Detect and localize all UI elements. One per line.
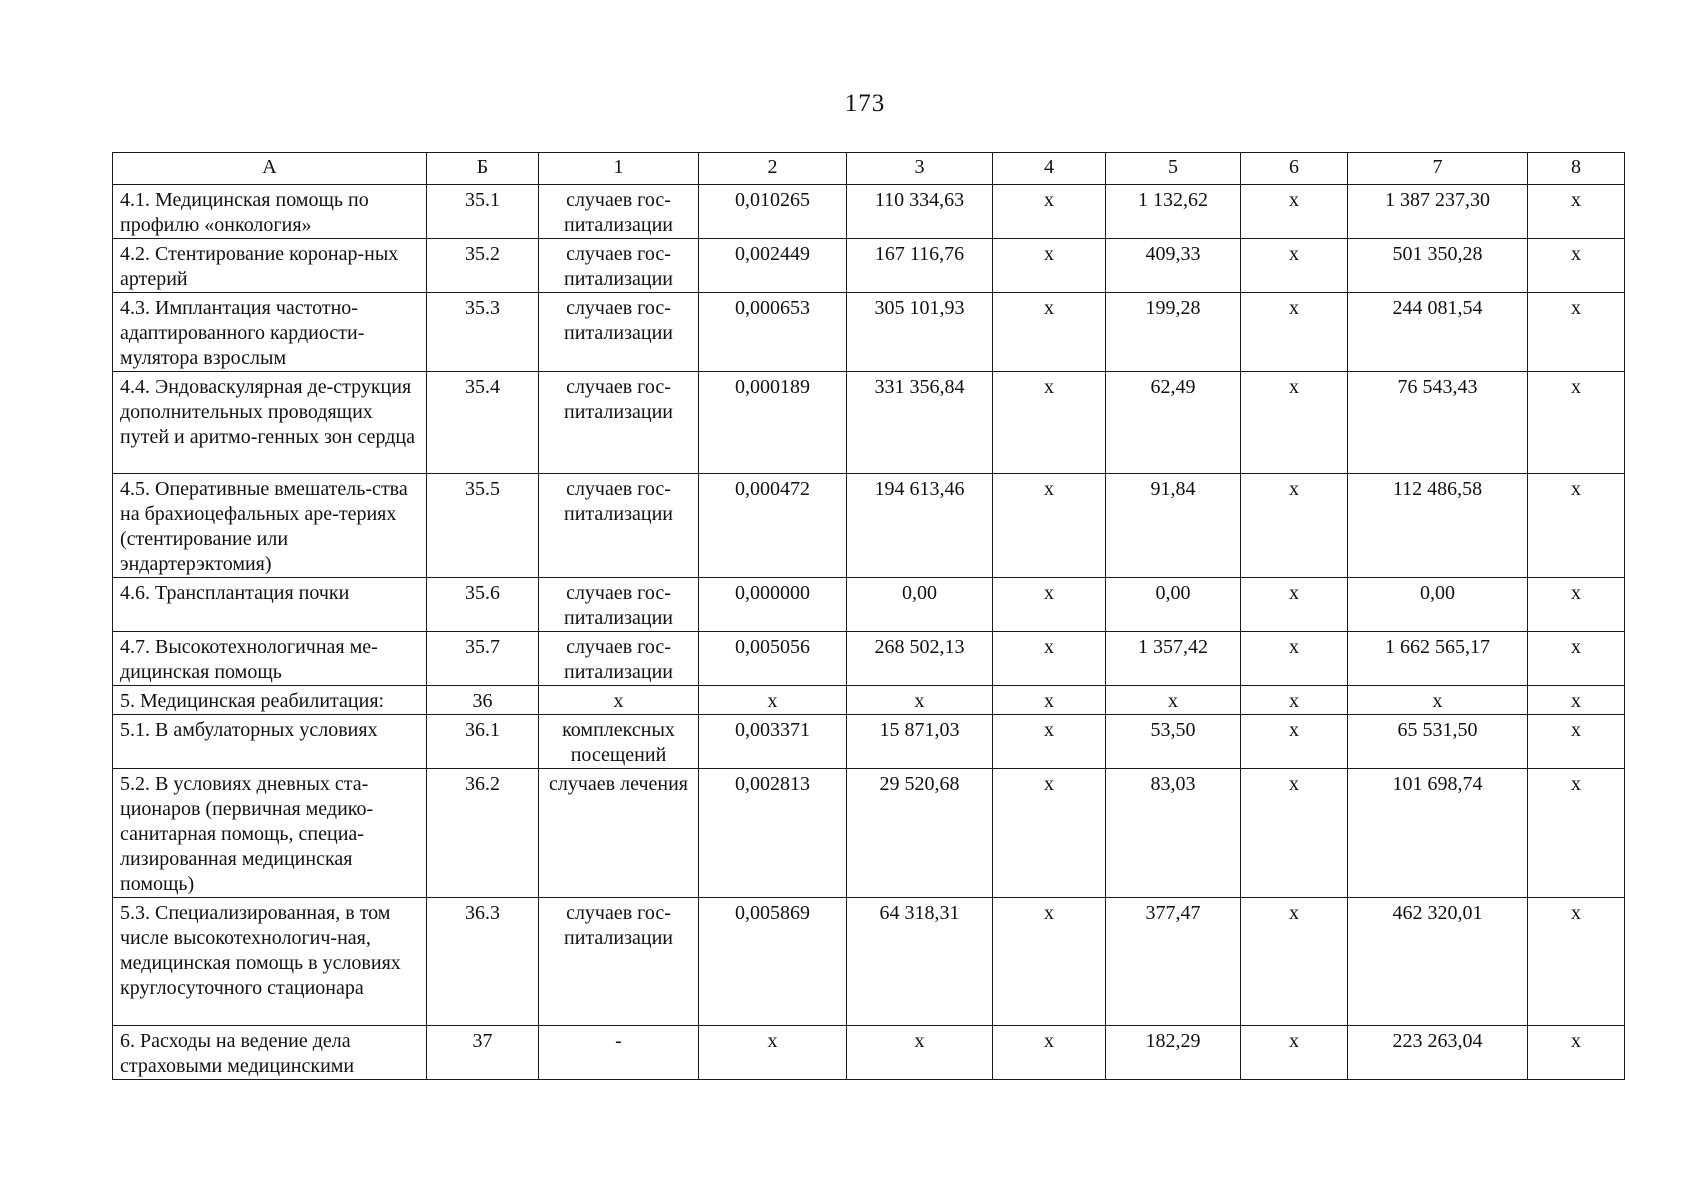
- col8-cell: x: [1528, 715, 1625, 769]
- row-code-cell: 35.6: [427, 578, 539, 632]
- col6-cell: x: [1241, 632, 1348, 686]
- col5-cell: 182,29: [1106, 1026, 1241, 1080]
- col8-cell: x: [1528, 239, 1625, 293]
- col4-cell: x: [993, 898, 1106, 1026]
- col2-cell: x: [699, 686, 847, 715]
- col6-cell: x: [1241, 578, 1348, 632]
- row-code-cell: 37: [427, 1026, 539, 1080]
- col4-cell: x: [993, 185, 1106, 239]
- col5-cell: 377,47: [1106, 898, 1241, 1026]
- row-name-cell: 4.2. Стентирование коронар-ных артерий: [113, 239, 427, 293]
- row-name-cell: 5.2. В условиях дневных ста-ционаров (первичная медико-санитарная помощь, специа-лизированная медицинская помощь): [113, 769, 427, 898]
- col6-cell: x: [1241, 474, 1348, 578]
- col3-cell: 15 871,03: [847, 715, 993, 769]
- col5-cell: 62,49: [1106, 372, 1241, 474]
- row-code-cell: 35.7: [427, 632, 539, 686]
- row-code-cell: 35.4: [427, 372, 539, 474]
- table-row: [113, 898, 1625, 1026]
- table-row: [113, 769, 1625, 898]
- row-code-cell: 35.2: [427, 239, 539, 293]
- col4-cell: x: [993, 474, 1106, 578]
- row-unit-cell: случаев гос-питализации: [539, 898, 699, 1026]
- col3-cell: 110 334,63: [847, 185, 993, 239]
- table-row: [113, 715, 1625, 769]
- row-unit-cell: случаев лечения: [539, 769, 699, 898]
- col5-cell: 0,00: [1106, 578, 1241, 632]
- col7-cell: 223 263,04: [1348, 1026, 1528, 1080]
- column-header: 2: [699, 153, 847, 185]
- row-name-cell: 5.1. В амбулаторных условиях: [113, 715, 427, 769]
- table-row: [113, 185, 1625, 239]
- row-code-cell: 35.3: [427, 293, 539, 372]
- column-header: 4: [993, 153, 1106, 185]
- col3-cell: 331 356,84: [847, 372, 993, 474]
- column-header: 5: [1106, 153, 1241, 185]
- col4-cell: x: [993, 578, 1106, 632]
- column-header: Б: [427, 153, 539, 185]
- table-row: [113, 1026, 1625, 1080]
- row-name-cell: 4.4. Эндоваскулярная де-струкция дополнительных проводящих путей и аритмо-генных зон сердца: [113, 372, 427, 474]
- page-number: 173: [844, 90, 886, 117]
- col5-cell: 409,33: [1106, 239, 1241, 293]
- row-name-cell: 4.3. Имплантация частотно-адаптированного кардиости-мулятора взрослым: [113, 293, 427, 372]
- col4-cell: x: [993, 239, 1106, 293]
- column-header: 1: [539, 153, 699, 185]
- column-header: 3: [847, 153, 993, 185]
- tariff-table: [112, 152, 1625, 1080]
- col6-cell: x: [1241, 715, 1348, 769]
- col2-cell: 0,000000: [699, 578, 847, 632]
- row-name-cell: 6. Расходы на ведение дела страховыми медицинскими: [113, 1026, 427, 1080]
- col8-cell: x: [1528, 1026, 1625, 1080]
- row-name-cell: 4.1. Медицинская помощь по профилю «онкология»: [113, 185, 427, 239]
- column-header: А: [113, 153, 427, 185]
- col4-cell: x: [993, 686, 1106, 715]
- col7-cell: 501 350,28: [1348, 239, 1528, 293]
- col5-cell: 53,50: [1106, 715, 1241, 769]
- col5-cell: 199,28: [1106, 293, 1241, 372]
- col4-cell: x: [993, 632, 1106, 686]
- table-row: [113, 239, 1625, 293]
- col8-cell: x: [1528, 293, 1625, 372]
- col7-cell: 1 662 565,17: [1348, 632, 1528, 686]
- col6-cell: x: [1241, 1026, 1348, 1080]
- row-name-cell: 5. Медицинская реабилитация:: [113, 686, 427, 715]
- col6-cell: x: [1241, 769, 1348, 898]
- row-name-cell: 5.3. Специализированная, в том числе высокотехнологич-ная, медицинская помощь в условиях круглосуточного стационара: [113, 898, 427, 1026]
- col5-cell: 83,03: [1106, 769, 1241, 898]
- row-code-cell: 36.3: [427, 898, 539, 1026]
- row-unit-cell: случаев гос-питализации: [539, 185, 699, 239]
- col7-cell: 76 543,43: [1348, 372, 1528, 474]
- col7-cell: 112 486,58: [1348, 474, 1528, 578]
- col2-cell: 0,005056: [699, 632, 847, 686]
- row-name-cell: 4.5. Оперативные вмешатель-ства на брахиоцефальных аре-териях (стентирование или эндартерэктомия): [113, 474, 427, 578]
- col6-cell: x: [1241, 185, 1348, 239]
- col6-cell: x: [1241, 686, 1348, 715]
- col8-cell: x: [1528, 632, 1625, 686]
- col4-cell: x: [993, 372, 1106, 474]
- col4-cell: x: [993, 715, 1106, 769]
- col7-cell: 0,00: [1348, 578, 1528, 632]
- col3-cell: 167 116,76: [847, 239, 993, 293]
- col8-cell: x: [1528, 898, 1625, 1026]
- col7-cell: 1 387 237,30: [1348, 185, 1528, 239]
- row-unit-cell: случаев гос-питализации: [539, 474, 699, 578]
- row-code-cell: 36.2: [427, 769, 539, 898]
- col2-cell: 0,000653: [699, 293, 847, 372]
- col2-cell: 0,000472: [699, 474, 847, 578]
- col6-cell: x: [1241, 239, 1348, 293]
- col7-cell: 101 698,74: [1348, 769, 1528, 898]
- col3-cell: 0,00: [847, 578, 993, 632]
- col3-cell: 29 520,68: [847, 769, 993, 898]
- col8-cell: x: [1528, 578, 1625, 632]
- row-name-cell: 4.6. Трансплантация почки: [113, 578, 427, 632]
- table-row: [113, 632, 1625, 686]
- row-unit-cell: случаев гос-питализации: [539, 239, 699, 293]
- col7-cell: 462 320,01: [1348, 898, 1528, 1026]
- header-row: [113, 153, 1625, 185]
- row-unit-cell: случаев гос-питализации: [539, 293, 699, 372]
- col2-cell: 0,002449: [699, 239, 847, 293]
- col6-cell: x: [1241, 372, 1348, 474]
- col5-cell: 91,84: [1106, 474, 1241, 578]
- col7-cell: 65 531,50: [1348, 715, 1528, 769]
- table-row: [113, 293, 1625, 372]
- col8-cell: x: [1528, 185, 1625, 239]
- col5-cell: 1 357,42: [1106, 632, 1241, 686]
- row-code-cell: 35.5: [427, 474, 539, 578]
- col3-cell: 268 502,13: [847, 632, 993, 686]
- col4-cell: x: [993, 1026, 1106, 1080]
- row-code-cell: 36.1: [427, 715, 539, 769]
- row-unit-cell: x: [539, 686, 699, 715]
- col7-cell: x: [1348, 686, 1528, 715]
- row-unit-cell: комплексных посещений: [539, 715, 699, 769]
- col2-cell: 0,010265: [699, 185, 847, 239]
- col7-cell: 244 081,54: [1348, 293, 1528, 372]
- row-code-cell: 36: [427, 686, 539, 715]
- row-unit-cell: случаев гос-питализации: [539, 372, 699, 474]
- table-row: [113, 686, 1625, 715]
- row-unit-cell: случаев гос-питализации: [539, 632, 699, 686]
- col5-cell: 1 132,62: [1106, 185, 1241, 239]
- table-row: [113, 372, 1625, 474]
- table-row: [113, 474, 1625, 578]
- col3-cell: 305 101,93: [847, 293, 993, 372]
- col2-cell: 0,005869: [699, 898, 847, 1026]
- col3-cell: x: [847, 686, 993, 715]
- col4-cell: x: [993, 769, 1106, 898]
- col3-cell: 64 318,31: [847, 898, 993, 1026]
- col3-cell: x: [847, 1026, 993, 1080]
- col5-cell: x: [1106, 686, 1241, 715]
- table-row: [113, 578, 1625, 632]
- row-unit-cell: случаев гос-питализации: [539, 578, 699, 632]
- col8-cell: x: [1528, 769, 1625, 898]
- row-name-cell: 4.7. Высокотехнологичная ме-дицинская помощь: [113, 632, 427, 686]
- col2-cell: x: [699, 1026, 847, 1080]
- col6-cell: x: [1241, 898, 1348, 1026]
- col4-cell: x: [993, 293, 1106, 372]
- col2-cell: 0,000189: [699, 372, 847, 474]
- col2-cell: 0,003371: [699, 715, 847, 769]
- column-header: 8: [1528, 153, 1625, 185]
- column-header: 7: [1348, 153, 1528, 185]
- col3-cell: 194 613,46: [847, 474, 993, 578]
- row-unit-cell: -: [539, 1026, 699, 1080]
- col2-cell: 0,002813: [699, 769, 847, 898]
- column-header: 6: [1241, 153, 1348, 185]
- col8-cell: x: [1528, 686, 1625, 715]
- col8-cell: x: [1528, 372, 1625, 474]
- row-code-cell: 35.1: [427, 185, 539, 239]
- col8-cell: x: [1528, 474, 1625, 578]
- col6-cell: x: [1241, 293, 1348, 372]
